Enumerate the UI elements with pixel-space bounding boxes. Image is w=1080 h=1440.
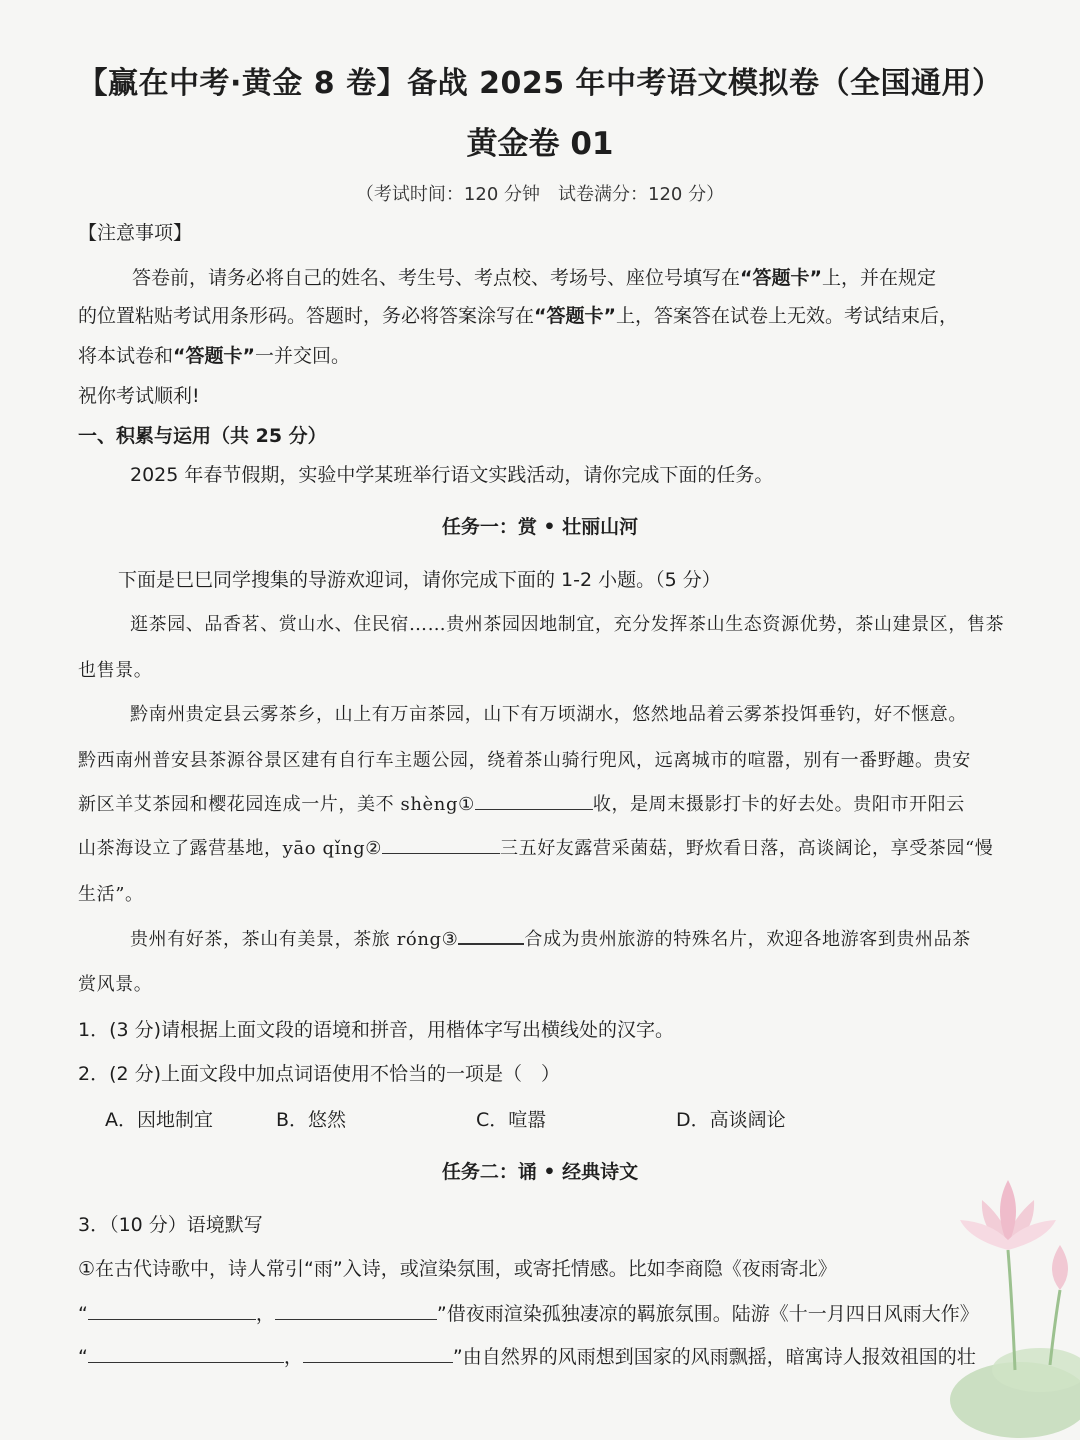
lotus-bud-icon xyxy=(1052,1245,1068,1290)
notice-text: 答卷前，请务必将自己的姓名、考生号、考点校、考场号、座位号填写在 xyxy=(132,267,741,289)
task1-intro: 下面是巳巳同学搜集的导游欢迎词，请你完成下面的 1-2 小题。（5 分） xyxy=(118,569,721,591)
lotus-decoration-icon xyxy=(920,1140,1080,1440)
comma: ， xyxy=(255,1303,275,1325)
notice-text: 上，并在规定 xyxy=(822,267,937,289)
lotus-stem-icon xyxy=(1008,1250,1015,1370)
poem-blank-1[interactable] xyxy=(88,1301,256,1320)
quote-open: “ xyxy=(78,1303,88,1325)
passage-text: 新区羊艾茶园和樱花园连成一片，美不 shèng① xyxy=(78,794,475,815)
answer-blank-1[interactable] xyxy=(475,791,593,810)
notice-text: 的位置粘贴考试用条形码。答题时，务必将答案涂写在 xyxy=(78,305,535,327)
passage-line: 赏风景。 xyxy=(78,974,153,995)
question-2: 2．(2 分)上面文段中加点词语使用不恰当的一项是（ ） xyxy=(78,1063,561,1085)
notice-line-2 xyxy=(78,301,958,328)
notice-line-1 xyxy=(132,263,936,290)
poem-blank-3[interactable] xyxy=(88,1344,284,1363)
answer-blank-3[interactable] xyxy=(458,925,524,945)
notice-text: 将本试卷和 xyxy=(78,345,174,367)
answer-blank-2[interactable] xyxy=(382,835,500,854)
lotus-flower-icon xyxy=(960,1180,1056,1250)
option-a[interactable]: A．因地制宜 xyxy=(105,1109,213,1131)
passage-text: 合成为贵州旅游的特殊名片，欢迎各地游客到贵州品茶 xyxy=(524,929,971,950)
answer-card-term: “答题卡” xyxy=(173,345,255,367)
passage-line xyxy=(78,790,965,816)
passage-line: 生活”。 xyxy=(78,884,144,905)
passage-line xyxy=(130,925,971,951)
passage-line: 也售景。 xyxy=(78,660,153,681)
answer-card-term: “答题卡” xyxy=(740,267,822,289)
comma: ， xyxy=(283,1346,303,1368)
question-3-line-2 xyxy=(78,1299,979,1326)
passage-line: 黔南州贵定县云雾茶乡，山上有万亩茶园，山下有万顷湖水，悠然地品着云雾茶投饵垂钓，好不惬意。 xyxy=(130,704,967,725)
option-d[interactable]: D．高谈阔论 xyxy=(676,1109,786,1131)
notice-heading: 【注意事项】 xyxy=(78,222,193,244)
question-3-line-1: ①在古代诗歌中，诗人常引“雨”入诗，或渲染氛围，或寄托情感。比如李商隐《夜雨寄北》 xyxy=(78,1258,837,1280)
option-c[interactable]: C．喧嚣 xyxy=(476,1109,547,1131)
answer-card-term: “答题卡” xyxy=(534,305,616,327)
question-text: ”由自然界的风雨想到国家的风雨飘摇，暗寓诗人报效祖国的壮 xyxy=(452,1346,976,1368)
question-1: 1．(3 分)请根据上面文段的语境和拼音，用楷体字写出横线处的汉字。 xyxy=(78,1019,675,1041)
option-b[interactable]: B．悠然 xyxy=(276,1109,347,1131)
notice-line-3 xyxy=(78,341,350,368)
passage-line: 黔西南州普安县茶源谷景区建有自行车主题公园，绕着茶山骑行兜风，远离城市的喧嚣，别有一番野趣。贵安 xyxy=(78,750,971,771)
quote-open: “ xyxy=(78,1346,88,1368)
notice-text: 上，答案答在试卷上无效。考试结束后， xyxy=(616,305,959,327)
section-intro: 2025 年春节假期，实验中学某班举行语文实践活动，请你完成下面的任务。 xyxy=(130,464,774,486)
page-title: 【赢在中考·黄金 8 卷】备战 2025 年中考语文模拟卷（全国通用） xyxy=(77,66,1003,101)
notice-text: 一并交回。 xyxy=(255,345,351,367)
poem-blank-4[interactable] xyxy=(303,1344,453,1363)
question-text: ”借夜雨渲染孤独凄凉的羁旅氛围。陆游《十一月四日风雨大作》 xyxy=(436,1303,979,1325)
paper-subtitle: 黄金卷 01 xyxy=(466,126,614,162)
passage-text: 三五好友露营采菌菇，野炊看日落，高谈阔论，享受茶园“慢 xyxy=(500,838,994,859)
task2-title: 任务二：诵 • 经典诗文 xyxy=(441,1161,639,1183)
passage-text: 贵州有好茶，茶山有美景，茶旅 róng③ xyxy=(130,929,459,950)
poem-blank-2[interactable] xyxy=(275,1301,437,1320)
question-3-line-3 xyxy=(78,1342,976,1369)
good-luck: 祝你考试顺利! xyxy=(78,385,200,407)
passage-line: 逛茶园、品香茗、赏山水、住民宿……贵州茶园因地制宜，充分发挥茶山生态资源优势，茶山建景区，售茶 xyxy=(130,614,1005,635)
passage-text: 山茶海设立了露营基地，yāo qǐng② xyxy=(78,838,382,859)
exam-info: （考试时间：120 分钟 试卷满分：120 分） xyxy=(355,184,725,205)
passage-line xyxy=(78,834,993,860)
task1-title: 任务一：赏 • 壮丽山河 xyxy=(441,516,639,538)
section-heading: 一、积累与运用（共 25 分） xyxy=(78,425,327,447)
passage-text: 收，是周末摄影打卡的好去处。贵阳市开阳云 xyxy=(592,794,965,815)
question-3: 3．（10 分）语境默写 xyxy=(78,1214,263,1236)
